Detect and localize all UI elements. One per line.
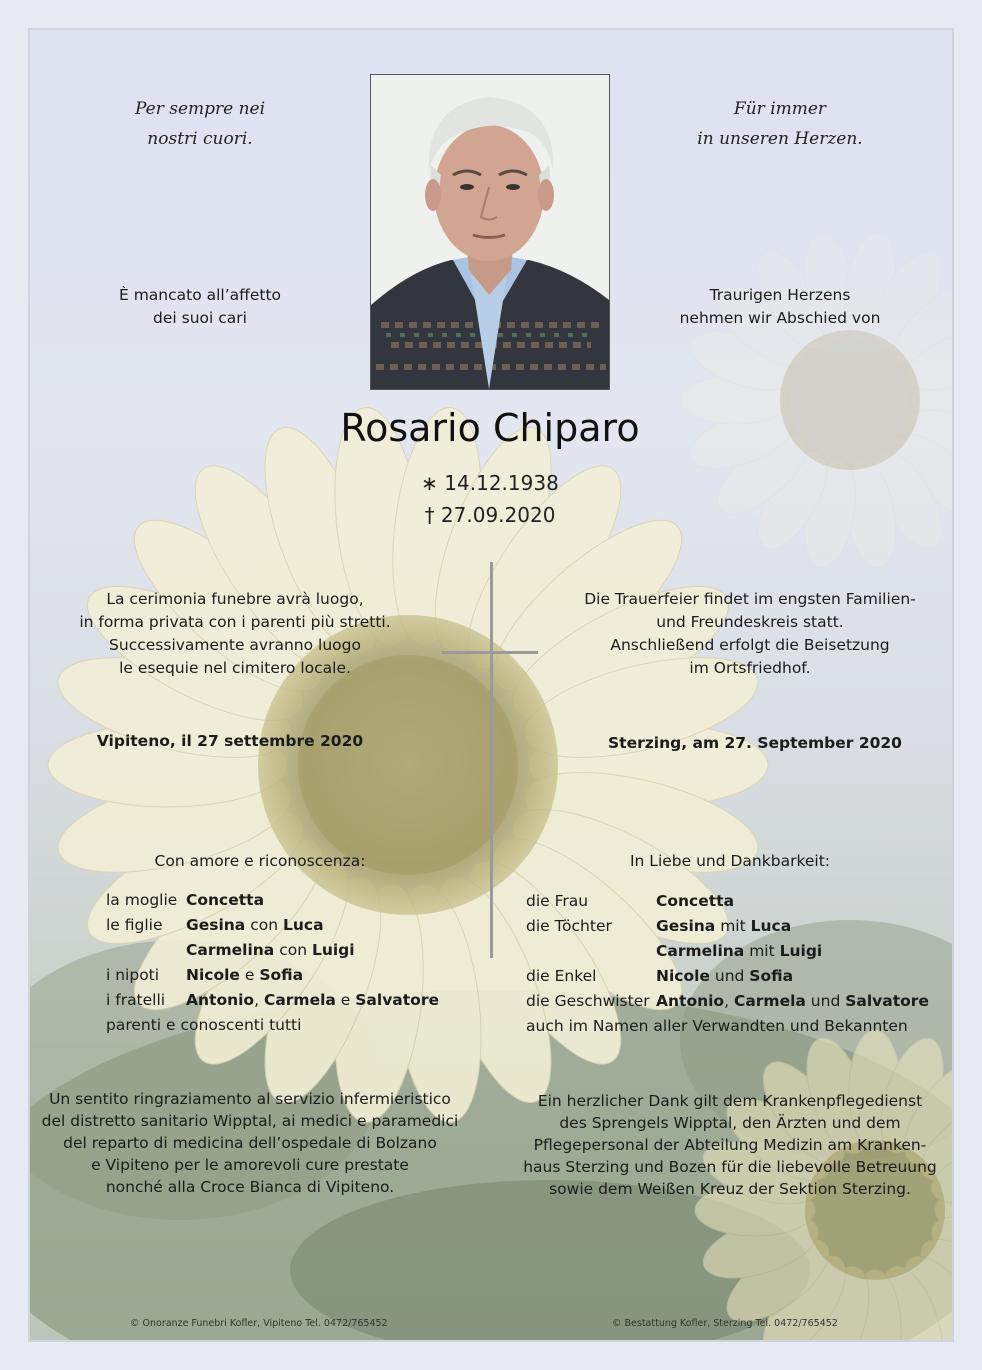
thanks-italian-line: del distretto sanitario Wipptal, ai medici e paramedici	[41, 1112, 459, 1130]
motto-german-line: Für immer	[733, 99, 827, 119]
place-date-italian: Vipiteno, il 27 settembre 2020	[96, 732, 364, 750]
family-row	[106, 888, 439, 913]
cross-vertical-bar	[490, 562, 493, 958]
intro-italian	[80, 284, 320, 330]
family-member-name: Nicole	[186, 966, 240, 984]
family-role: le figlie	[106, 916, 163, 934]
motto-italian-line: Per sempre nei	[134, 99, 266, 119]
family-member-name: Carmelina	[656, 942, 745, 960]
intro-german-line: Traurigen Herzens	[709, 286, 851, 304]
family-role: la moglie	[106, 891, 178, 909]
family-row	[106, 988, 439, 1013]
family-member-name: Gesina	[656, 917, 716, 935]
family-row	[526, 914, 929, 939]
family-member-name: Luigi	[779, 942, 823, 960]
motto-italian	[90, 94, 310, 154]
thanks-german	[520, 1090, 940, 1200]
deceased-name: Rosario Chiparo	[340, 406, 640, 450]
family-connector: e	[335, 991, 356, 1009]
family-row	[106, 1013, 439, 1038]
motto-italian-line: nostri cuori.	[147, 129, 253, 149]
family-member-name: Luigi	[311, 941, 355, 959]
ceremony-german-line: im Ortsfriedhof.	[689, 659, 811, 677]
family-member-name: Gesina	[186, 916, 246, 934]
family-role: die Geschwister	[526, 992, 650, 1010]
family-member-name: Nicole	[656, 967, 710, 985]
family-member-name: Carmelina	[186, 941, 275, 959]
ceremony-german-line: Anschließend erfolgt die Beisetzung	[610, 636, 890, 654]
family-role: die Frau	[526, 892, 589, 910]
place-date-german: Sterzing, am 27. September 2020	[608, 734, 902, 752]
family-row	[526, 939, 929, 964]
family-member-name: Sofia	[749, 967, 794, 985]
family-connector: mit	[744, 942, 780, 960]
family-connector: con	[274, 941, 312, 959]
family-member-name: Sofia	[259, 966, 304, 984]
footer-italian: © Onoranze Funebri Kofler, Vipiteno Tel. 0472/765452	[130, 1318, 388, 1329]
birth-date: ∗ 14.12.1938	[421, 471, 559, 495]
family-connector: ,	[254, 991, 264, 1009]
ceremony-italian-line: Successivamente avranno luogo	[109, 636, 361, 654]
family-member-name: Carmela	[733, 992, 806, 1010]
family-row	[526, 1014, 929, 1039]
family-row	[526, 964, 929, 989]
family-member-name: Salvatore	[845, 992, 929, 1010]
thanks-italian-line: Un sentito ringraziamento al servizio infermieristico	[49, 1090, 451, 1108]
family-heading-german: In Liebe und Dankbarkeit:	[629, 852, 831, 870]
family-list-german	[526, 889, 929, 1039]
thanks-german-line: Pflegepersonal der Abteilung Medizin am Kranken-	[533, 1136, 927, 1154]
family-connector: ,	[724, 992, 734, 1010]
intro-german-line: nehmen wir Abschied von	[679, 309, 881, 327]
family-row	[106, 938, 439, 963]
family-row	[106, 913, 439, 938]
motto-german-line: in unseren Herzen.	[697, 129, 863, 149]
family-connector: und	[709, 967, 750, 985]
family-connector: und	[805, 992, 846, 1010]
thanks-german-line: sowie dem Weißen Kreuz der Sektion Sterzing.	[549, 1180, 911, 1198]
family-heading-italian: Con amore e riconoscenza:	[154, 852, 366, 870]
thanks-german-line: haus Sterzing und Bozen für die liebevolle Betreuung	[523, 1158, 937, 1176]
thanks-italian-line: e Vipiteno per le amorevoli cure prestate	[91, 1156, 409, 1174]
ceremony-italian-line: La cerimonia funebre avrà luogo,	[106, 590, 364, 608]
footer-german: © Bestattung Kofler, Sterzing Tel. 0472/765452	[612, 1318, 838, 1329]
family-member-name: Antonio	[656, 992, 725, 1010]
ceremony-german-line: und Freundeskreis statt.	[656, 613, 844, 631]
ceremony-italian-line: le esequie nel cimitero locale.	[119, 659, 351, 677]
family-member-name: Salvatore	[355, 991, 439, 1009]
family-member-name: Concetta	[186, 891, 265, 909]
family-list-italian	[106, 888, 439, 1038]
family-connector: e	[239, 966, 260, 984]
family-member-name: Luca	[750, 917, 792, 935]
thanks-german-line: des Sprengels Wipptal, den Ärzten und dem	[559, 1114, 901, 1132]
motto-german	[670, 94, 890, 154]
family-role	[526, 939, 656, 964]
ceremony-german	[550, 588, 950, 680]
thanks-italian-line: nonché alla Croce Bianca di Vipiteno.	[105, 1178, 395, 1196]
family-role: auch im Namen aller Verwandten und Bekannten	[526, 1017, 908, 1035]
intro-german	[650, 284, 910, 330]
family-member-name: Luca	[282, 916, 324, 934]
cross-horizontal-bar	[442, 651, 538, 654]
family-role: die Enkel	[526, 967, 597, 985]
family-role: i fratelli	[106, 991, 166, 1009]
thanks-italian-line: del reparto di medicina dell’ospedale di Bolzano	[63, 1134, 437, 1152]
thanks-italian	[40, 1088, 460, 1198]
ceremony-german-line: Die Trauerfeier findet im engsten Familien-	[584, 590, 916, 608]
family-role: parenti e conoscenti tutti	[106, 1016, 302, 1034]
family-member-name: Antonio	[186, 991, 255, 1009]
family-role	[106, 938, 186, 963]
family-row	[526, 889, 929, 914]
ceremony-italian-line: in forma privata con i parenti più stretti.	[79, 613, 391, 631]
intro-italian-line: dei suoi cari	[153, 309, 247, 327]
obituary-card	[28, 28, 954, 1342]
family-member-name: Carmela	[263, 991, 336, 1009]
portrait-image	[371, 75, 609, 389]
family-role: die Töchter	[526, 917, 612, 935]
portrait-photo	[370, 74, 610, 390]
family-connector: con	[245, 916, 283, 934]
family-member-name: Concetta	[656, 892, 735, 910]
death-date: † 27.09.2020	[424, 503, 556, 527]
intro-italian-line: È mancato all’affetto	[118, 286, 282, 304]
thanks-german-line: Ein herzlicher Dank gilt dem Krankenpflegedienst	[537, 1092, 923, 1110]
family-role: i nipoti	[106, 966, 160, 984]
family-row	[526, 989, 929, 1014]
family-connector: mit	[715, 917, 751, 935]
ceremony-italian	[50, 588, 420, 680]
family-row	[106, 963, 439, 988]
